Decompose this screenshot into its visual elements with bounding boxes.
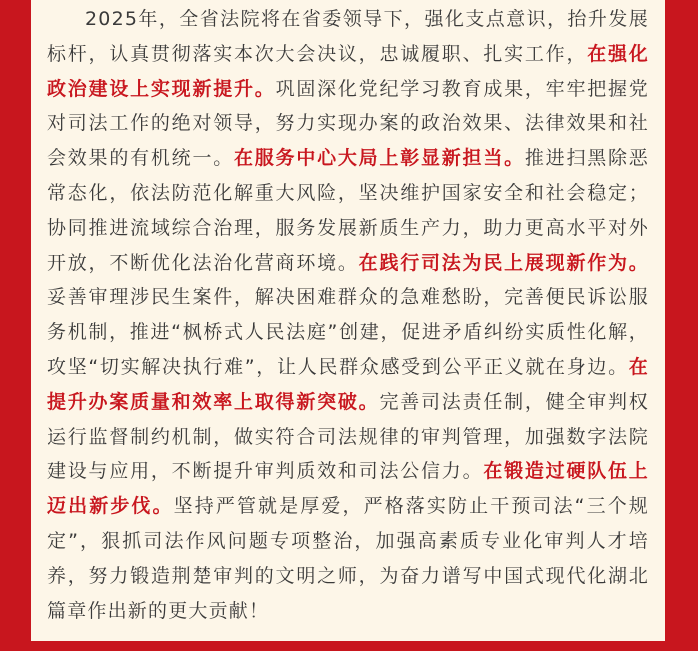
text-segment: 巩固深化党纪学习教育成果，牢牢把握党对司法工作的绝对领导，努力实现办案的政治效果、法律效果和社会效果的有机统一。 <box>47 77 649 170</box>
article-card <box>31 0 665 641</box>
text-segment: 完善司法责任制，健全审判权运行监督制约机制，做实符合司法规律的审判管理，加强数字法院建设与应用，不断提升审判质效和司法公信力。 <box>47 390 649 483</box>
text-segment: 推进扫黑除恶常态化，依法防范化解重大风险，坚决维护国家安全和社会稳定；协同推进流域综合治理，服务发展新质生产力，助力更高水平对外开放，不断优化法治化营商环境。 <box>47 147 649 274</box>
article-paragraph <box>47 0 649 628</box>
text-segment: 坚持严管就是厚爱，严格落实防止干预司法“三个规定”，狠抓司法作风问题专项整治，加强高素质专业化审判人才培养，努力锻造荆楚审判的文明之师，为奋力谱写中国式现代化湖北篇章作出新的更大贡献！ <box>47 495 649 622</box>
highlight-segment: 在服务中心大局上彰显新担当。 <box>234 147 525 170</box>
highlight-segment: 在强化政治建设上实现新提升。 <box>47 42 649 100</box>
text-segment: 妥善审理涉民生案件，解决困难群众的急难愁盼，完善便民诉讼服务机制，推进“枫桥式人民法庭”创建，促进矛盾纠纷实质性化解，攻坚“切实解决执行难”，让人民群众感受到公平正义就在身边。 <box>47 286 649 378</box>
highlight-segment: 在锻造过硬队伍上迈出新步伐。 <box>47 460 649 518</box>
highlight-segment: 在践行司法为民上展现新作为。 <box>358 251 649 274</box>
text-segment: 2025年，全省法院将在省委领导下，强化支点意识，抬升发展标杆，认真贯彻落实本次大会决议，忠诚履职、扎实工作， <box>47 8 649 65</box>
highlight-segment: 在提升办案质量和效率上取得新突破。 <box>47 355 649 413</box>
